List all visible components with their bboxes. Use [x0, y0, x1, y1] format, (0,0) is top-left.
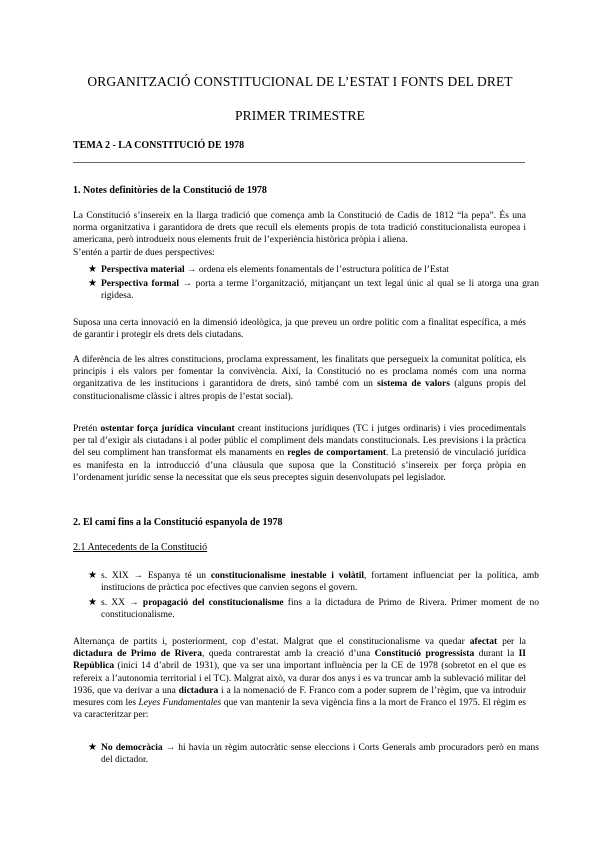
paragraph [73, 210, 526, 259]
paragraph-text: que van mantenir la seva vigència fins a la mort de Franco el 1975. El règim es va caracteritzar per: [73, 698, 526, 721]
star-bullet-icon: ★ [88, 597, 97, 608]
paragraph [73, 423, 526, 484]
paragraph: Suposa una certa innovació en la dimensió ideològica, ja que preveu un ordre polític com a finalitat específica, a més de garantir i protegir els drets dels ciutadans. [73, 318, 526, 341]
document-title: ORGANITZACIÓ CONSTITUCIONAL DE L’ESTAT I FONTS DEL DRET [87, 74, 513, 89]
bold-term: propagació del constitucionalisme [142, 598, 284, 608]
bullet-text: s. XIX → Espanya té un [101, 571, 211, 581]
bold-term: Perspectiva formal [101, 279, 179, 289]
star-bullet-icon: ★ [88, 570, 97, 581]
bullet-text: fins a la dictadura de Primo de Rivera. Primer moment de no constitucionalisme. [101, 598, 539, 621]
paragraph-text: . La pretensió de vinculació jurídica es manifesta en la introducció d’una clàusula que suposa que la Constitució s’insereix per força pròpia en l’ordenament jurídic sense la necessitat que els seus preceptes siguin desenvolupats pel legislador. [73, 448, 526, 483]
paragraph-text: (alguns propis del constitucionalisme clàssic i altres propis de l’estat social). [73, 379, 526, 402]
subsection-heading: 2.1 Antecedents de la Constitució [73, 542, 208, 553]
bold-term: constitucionalisme inestable i volàtil [210, 571, 365, 581]
horizontal-rule [73, 162, 525, 163]
paragraph-text: La Constitució s’insereix en la llarga tradició que comença amb la Constitució de Cadis de 1812 “la pepa”. És una norma organitzativa i garantidora de drets que recull els elements propis de tota tradició constitucionalista europea i americana, però introdueix nous elements fruit de l’experiència històrica pròpia i aliena. [73, 211, 526, 246]
paragraph-text: i a la nomenació de F. Franco com a poder suprem de l’règim, que va introduir mesures com les [73, 685, 526, 709]
bullet-text: → hi havia un règim autocràtic sense eleccions i Corts Generals amb procuradors però en mans del dictador. [101, 743, 539, 766]
bullet-item [88, 597, 539, 621]
paragraph-text: (inici 14 d’abril de 1931), que va ser una important influència per la CE de 1978 (sobretot en el que es refereix a l’autonomia territorial i el TC). Malgrat això, va durar dos anys i es va truncar amb la sublevació militar del 1936, que va derivar a una [73, 661, 526, 696]
star-bullet-icon: ★ [88, 742, 97, 753]
bullet-item [88, 742, 539, 766]
bold-term: Perspectiva material [101, 265, 185, 275]
bold-term: ostentar força jurídica vinculant [100, 424, 235, 434]
star-bullet-icon: ★ [88, 264, 97, 275]
bullet-item [88, 264, 539, 276]
bold-term: afectat [469, 637, 498, 647]
paragraph [73, 354, 526, 403]
paragraph-text: A diferència de les altres constitucions, proclama expressament, les finalitats que persegueix la comunitat política, els principis i els valors per fomentar la convivència. Així, la Constitució no es proclama només com una norma organitzativa de les institucions i garantidora de drets, sinó també com un [73, 355, 526, 390]
bullet-text: → ordena els elements fonamentals de l’estructura política de l’Estat [184, 265, 449, 275]
bold-term: regles de comportament [287, 448, 387, 459]
paragraph-text: , queda contrarestat amb la creació d’una [202, 649, 375, 660]
bold-term: dictadura de Primo de Rivera [73, 649, 203, 660]
bullet-text: , fortament influenciat per la política, amb institucions de pràctica poc efectives que canvien segons el govern. [101, 571, 539, 594]
paragraph-text: durant la [474, 649, 519, 660]
document-subtitle: PRIMER TRIMESTRE [235, 108, 365, 123]
paragraph-text: per la [497, 637, 526, 647]
tema-heading: TEMA 2 - LA CONSTITUCIÓ DE 1978 [73, 140, 245, 151]
bullet-item [88, 570, 539, 594]
bold-term: sistema de valors [377, 379, 450, 390]
bold-term: II República [73, 649, 526, 672]
bullet-text: → porta a terme l’organització, mitjançant un text legal únic al qual se li atorga una gran rigidesa. [101, 279, 540, 302]
bold-term: No democràcia [101, 743, 163, 753]
paragraph [73, 636, 526, 721]
section-1-heading: 1. Notes definitòries de la Constitució de 1978 [73, 185, 267, 196]
bold-term: Constitució progressista [374, 649, 475, 660]
italic-term: Leyes Fundamentales [138, 698, 222, 709]
paragraph-text: S’entén a partir de dues perspectives: [73, 247, 215, 258]
star-bullet-icon: ★ [88, 278, 97, 289]
bullet-text: s. XX → [101, 598, 143, 608]
section-2-heading: 2. El camí fins a la Constitució espanyola de 1978 [73, 517, 283, 528]
paragraph-text: creant institucions jurídiques (TC i jutges ordinaris) i vies procedimentals per tal d’exigir als ciutadans i al poder públic el compliment dels mandats constitucionals. Les previsions i la pràctica del seu compliment han transformat els manaments en [73, 424, 526, 459]
bold-term: dictadura [178, 685, 219, 696]
paragraph-text: Pretén [73, 424, 101, 434]
bullet-item [88, 278, 539, 302]
paragraph-text: Alternança de partits i, posteriorment, cop d’estat. Malgrat que el constitucionalisme va quedar [73, 637, 470, 647]
